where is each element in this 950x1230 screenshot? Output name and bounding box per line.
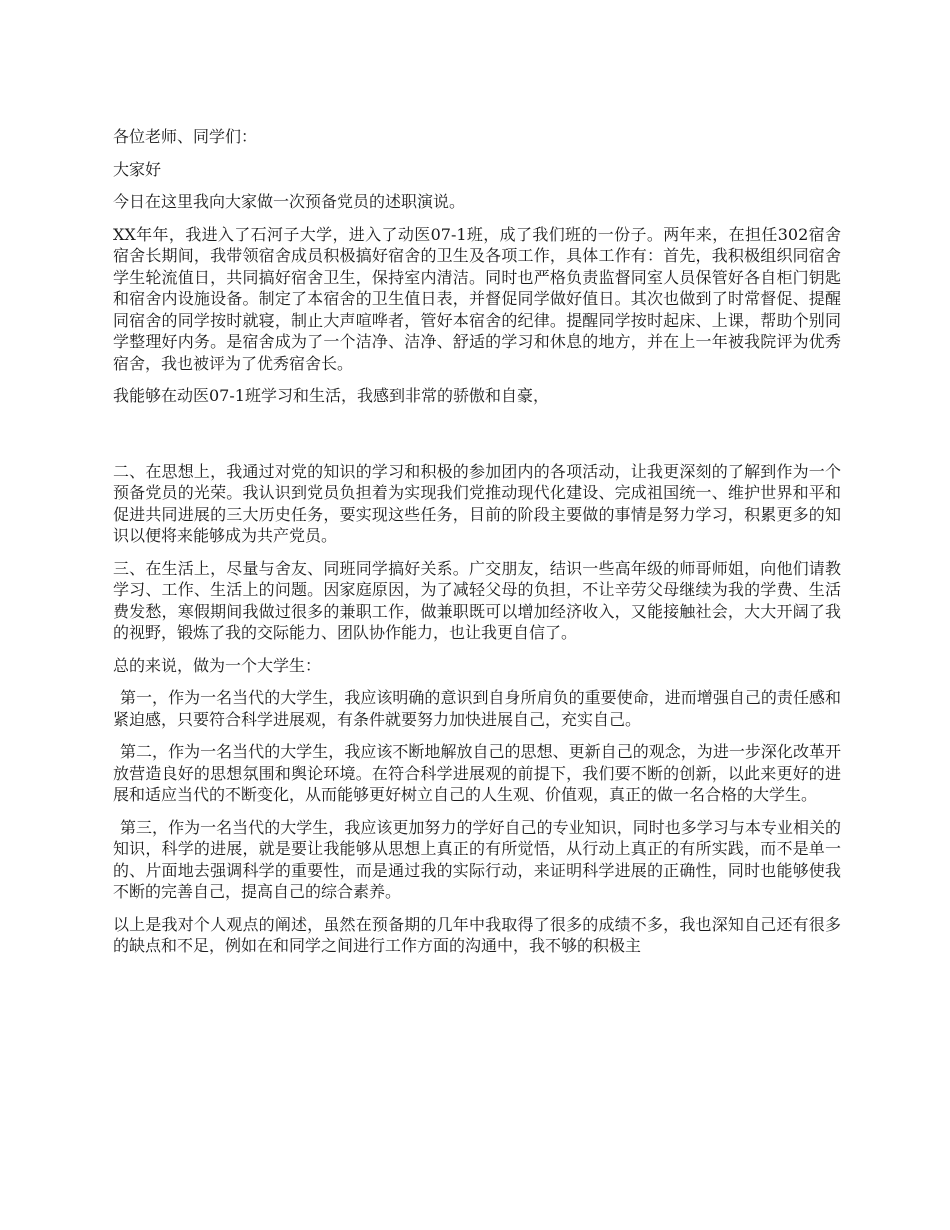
- hello: 大家好: [113, 159, 162, 179]
- paragraph-second: 第二，作为一名当代的大学生，我应该不断地解放自己的思想、更新自己的观念，为进一步深化改革开放营造良好的思想氛围和舆论环境。在符合科学进展观的前提下，我们要不断的创新，以此来更好的进展和适应当代的不断变化，从而能够更好树立自己的人生观、价值观，真正的做一名合格的大学生。: [113, 742, 841, 804]
- blank-gap: [113, 418, 841, 461]
- paragraph-summary: 总的来说，做为一个大学生：: [113, 655, 322, 675]
- paragraph-third: 第三，作为一名当代的大学生，我应该更加努力的学好自己的专业知识，同时也多学习与本专业相关的知识，科学的进展，就是要让我能够从思想上真正的有所觉悟，从行动上真正的有所实践，而不是单一的、片面地去强调科学的重要性，而是通过我的实际行动，来证明科学进展的正确性，同时也能够使我不断的完善自己，提高自己的综合素养。: [113, 817, 841, 901]
- paragraph-thought: 二、在思想上，我通过对党的知识的学习和积极的参加团内的各项活动，让我更深刻的了解到作为一个预备党员的光荣。我认识到党员负担着为实现我们党推动现代化建设、完成祖国统一、维护世界和平和促进共同进展的三大历史任务，要实现这些任务，目前的阶段主要做的事情是努力学习，积累更多的知识以便将来能够成为共产党员。: [113, 461, 841, 545]
- greeting: 各位老师、同学们：: [113, 127, 258, 146]
- paragraph-life: 三、在生活上，尽量与舍友、同班同学搞好关系。广交朋友，结识一些高年级的师哥师姐，向他们请教学习、工作、生活上的问题。因家庭原因，为了减轻父母的负担，不让辛劳父母继续为我的学费、生活费发愁，寒假期间我做过很多的兼职工作，做兼职既可以增加经济收入，又能接触社会，大大开阔了我的视野，锻炼了我的交际能力、团队协作能力，也让我更自信了。: [113, 558, 841, 642]
- paragraph-first: 第一，作为一名当代的大学生，我应该明确的意识到自身所肩负的重要使命，进而增强自己的责任感和紧迫感，只要符合科学进展观，有条件就要努力加快进展自己，充实自己。: [113, 688, 841, 729]
- document-body: [113, 126, 841, 968]
- paragraph-conclusion: 以上是我对个人观点的阐述，虽然在预备期的几年中我取得了很多的成绩不多，我也深知自己还有很多的缺点和不足，例如在和同学之间进行工作方面的沟通中，我不够的积极主: [113, 914, 841, 955]
- intro-paragraph: 今日在这里我向大家做一次预备党员的述职演说。: [113, 192, 466, 211]
- paragraph-dormitory: XX年年，我进入了石河子大学，进入了动医07-1班，成了我们班的一份子。两年来，在担任302宿舍宿舍长期间，我带领宿舍成员积极搞好宿舍的卫生及各项工作，具体工作有：首先，我积极组织同宿舍学生轮流值日，共同搞好宿舍卫生，保持室内清洁。同时也严格负责监督同室人员保管好各自柜门钥匙和宿舍内设施设备。制定了本宿舍的卫生值日表，并督促同学做好值日。其次也做到了时常督促、提醒同宿舍的同学按时就寝，制止大声喧哗者，管好本宿舍的纪律。提醒同学按时起床、上课，帮助个别同学整理好内务。是宿舍成为了一个洁净、洁净、舒适的学习和休息的地方，并在上一年被我院评为优秀宿舍，我也被评为了优秀宿舍长。: [113, 224, 841, 373]
- paragraph-pride: 我能够在动医07-1班学习和生活，我感到非常的骄傲和自豪，: [113, 386, 549, 405]
